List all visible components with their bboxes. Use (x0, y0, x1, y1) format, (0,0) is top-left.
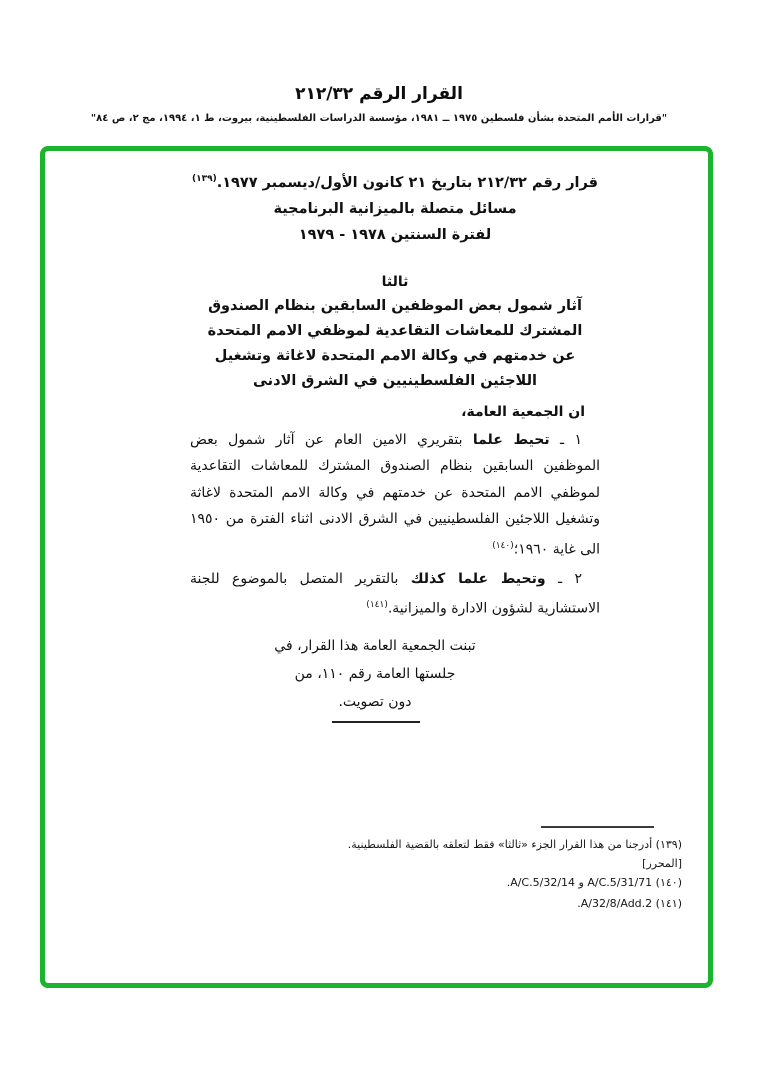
document-frame (40, 146, 713, 988)
footnote-marker: (١٤١) (655, 897, 682, 910)
paragraph-text: بالتقرير المتصل بالموضوع للجنة الاستشارية لشؤون الادارة والميزانية. (190, 570, 600, 618)
preamble: ان الجمعية العامة، (461, 403, 585, 420)
footnote-marker: (١٤٠) (655, 876, 682, 889)
section-title-line: آثار شمول بعض الموظفين السابقين بنظام الصندوق (208, 297, 582, 314)
footnote-editor-note: [المحرر] (642, 857, 682, 870)
end-rule (332, 721, 420, 723)
adoption-line: دون تصويت. (338, 693, 412, 710)
paragraph-emphasis: تحيط علما (472, 431, 550, 448)
resolution-heading (190, 166, 600, 248)
footnote-140 (304, 873, 682, 893)
resolution-body (190, 166, 600, 723)
paragraph-emphasis: وتحيط علما كذلك (410, 570, 546, 587)
operative-paragraph-2 (190, 566, 600, 623)
page-title: القرار الرقم ٢١٢/٣٢ (295, 84, 463, 104)
resolution-biennium: لفترة السنتين ١٩٧٨ - ١٩٧٩ (298, 226, 492, 243)
resolution-title: قرار رقم ٢١٢/٣٢ بتاريخ ٢١ كانون الأول/ديسمبر ١٩٧٧. (216, 174, 599, 191)
adoption-note (190, 632, 560, 716)
resolution-title-line (190, 166, 600, 196)
paragraph-number: ٢ ـ (545, 570, 582, 587)
footnote-text: أدرجنا من هذا القرار الجزء «ثالثا» فقط لتعلقه بالقضية الفلسطينية. (347, 838, 656, 851)
paragraph-number: ١ ـ (549, 431, 582, 448)
operative-paragraph-1 (190, 427, 600, 563)
footnote-text: A/C.5/31/71 و A/C.5/32/14. (506, 876, 656, 889)
footnote-ref-140: (١٤٠) (492, 540, 514, 551)
adoption-line: تبنت الجمعية العامة هذا القرار، في (274, 637, 476, 654)
footnote-text: A/32/8/Add.2. (577, 897, 656, 910)
footnote-139 (304, 835, 682, 872)
footnotes-block (304, 826, 682, 914)
section-title-line: المشترك للمعاشات التقاعدية لموظفي الامم المتحدة (207, 322, 583, 339)
section-label: ثالثا (381, 273, 409, 290)
footnote-141 (304, 894, 682, 914)
resolution-subject: مسائل متصلة بالميزانية البرنامجية (273, 200, 517, 217)
source-citation: "قرارات الأمم المتحدة بشأن فلسطين ١٩٧٥ ــ ١٩٨١، مؤسسة الدراسات الفلسطينية، بيروت، ط ١، ١٩٩٤، مج ٢، ص ٨٤" (90, 113, 668, 124)
section-title-line: عن خدمتهم في وكالة الامم المتحدة لاغاثة وتشغيل (214, 347, 576, 364)
section-title-line: اللاجئين الفلسطينيين في الشرق الادنى (253, 372, 537, 389)
paragraph-text: بتقريري الامين العام عن آثار شمول بعض الموظفين السابقين بنظام الصندوق المشترك للمعاشات التقاعدية لموظفي الامم المتحدة عن خدمتهم في وكالة الامم المتحدة لاغاثة وتشغيل اللاجئين الفلسطينيين في الشرق الادنى اثناء الفترة من ١٩٥٠ الى غاية ١٩٦٠؛ (190, 431, 600, 558)
footnote-marker: (١٣٩) (655, 838, 682, 851)
footnote-separator (541, 826, 654, 828)
adoption-line: جلستها العامة رقم ١١٠، من (294, 665, 456, 682)
footnote-ref-139: (١٣٩) (191, 174, 217, 184)
footnote-ref-141: (١٤١) (366, 600, 388, 611)
section-title (190, 294, 600, 394)
